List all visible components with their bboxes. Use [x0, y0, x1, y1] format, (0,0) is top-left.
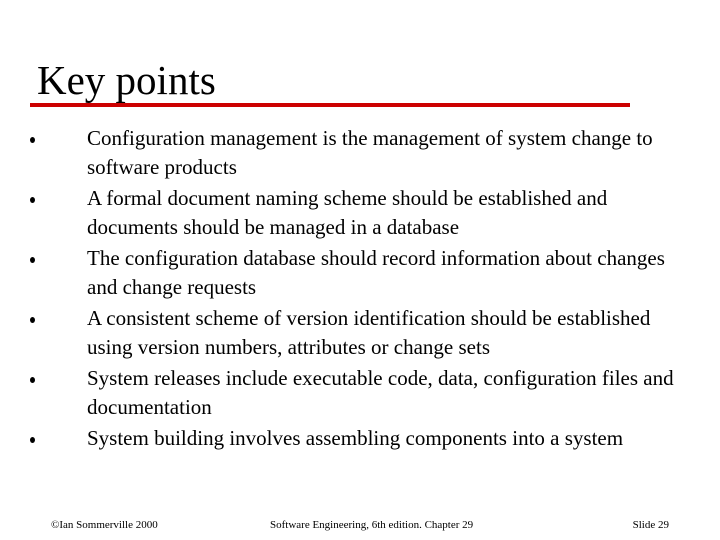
bullet-text: System building involves assembling components into a system — [87, 426, 624, 450]
footer-slide-number: Slide 29 — [632, 519, 669, 531]
bullet-icon — [30, 377, 35, 383]
bullet-text: A consistent scheme of version identification should be established using version numbers, attributes or change sets — [87, 306, 651, 359]
bullet-item — [30, 424, 690, 453]
bullet-text: System releases include executable code, data, configuration files and documentation — [87, 366, 674, 419]
bullet-item — [30, 184, 690, 242]
bullet-item — [30, 244, 690, 302]
bullet-text: Configuration management is the management of system change to software products — [87, 126, 653, 179]
slide-title: Key points — [37, 57, 216, 103]
bullet-icon — [30, 257, 35, 263]
bullet-list — [30, 124, 690, 455]
bullet-item — [30, 364, 690, 422]
bullet-icon — [30, 437, 35, 443]
bullet-icon — [30, 317, 35, 323]
bullet-text: A formal document naming scheme should be established and documents should be managed in a database — [87, 186, 608, 239]
bullet-text: The configuration database should record information about changes and change requests — [87, 246, 665, 299]
footer-copyright: ©Ian Sommerville 2000 — [51, 519, 158, 531]
bullet-icon — [30, 197, 35, 203]
bullet-icon — [30, 137, 35, 143]
bullet-item — [30, 124, 690, 182]
footer-course-title: Software Engineering, 6th edition. Chapter 29 — [270, 519, 474, 531]
title-underline — [30, 103, 630, 107]
bullet-item — [30, 304, 690, 362]
